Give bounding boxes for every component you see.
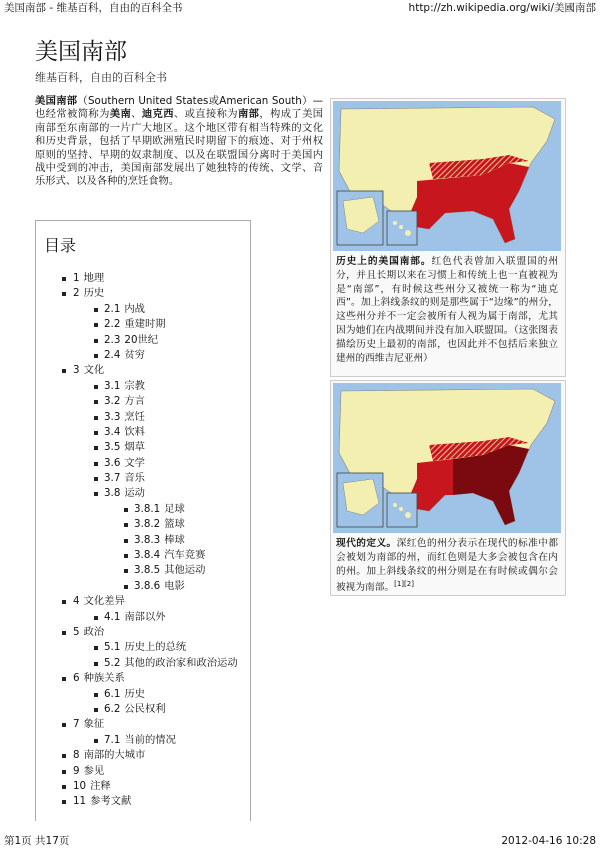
toc-number: 3.3 [104, 410, 121, 423]
toc-item[interactable] [36, 363, 250, 378]
intro-bold-term: 美南 [109, 108, 132, 121]
print-footer [4, 834, 596, 848]
toc-number: 3.8.6 [134, 579, 161, 592]
toc-bullet-icon [94, 739, 98, 743]
toc-title: 目录 [44, 236, 77, 255]
toc-bullet-icon [62, 800, 66, 804]
toc-bullet-icon [62, 631, 66, 635]
toc-link[interactable] [104, 317, 166, 332]
toc-number: 10 [73, 779, 87, 792]
toc-item[interactable] [36, 456, 250, 471]
toc-bullet-icon [94, 354, 98, 358]
toc-link[interactable] [104, 640, 186, 655]
intro-text: 、 [131, 108, 142, 121]
intro-paragraph [35, 95, 323, 189]
toc-link[interactable] [73, 794, 131, 809]
toc-bullet-icon [124, 585, 128, 589]
toc-label: 电影 [164, 579, 185, 592]
map-modern-south[interactable] [333, 383, 561, 533]
toc-item[interactable] [36, 717, 250, 732]
toc-number: 3 [73, 364, 80, 377]
toc-link[interactable] [134, 517, 185, 532]
toc-link[interactable] [104, 471, 145, 486]
toc-bullet-icon [94, 339, 98, 343]
toc-number: 4.1 [104, 610, 121, 623]
figure1-caption [336, 255, 558, 365]
intro-bold-term: 美国南部 [35, 95, 78, 107]
toc-label: 20世纪 [124, 333, 159, 346]
toc-number: 2 [73, 287, 80, 300]
toc-number: 3.8.4 [134, 549, 161, 562]
toc-item[interactable] [36, 610, 250, 625]
toc-label: 棒球 [164, 533, 185, 546]
toc-bullet-icon [62, 754, 66, 758]
toc-number: 5 [73, 625, 80, 638]
toc-number: 3.4 [104, 425, 121, 438]
toc-link[interactable] [104, 394, 145, 409]
toc-label: 音乐 [124, 472, 145, 485]
toc-label: 篮球 [164, 518, 185, 531]
toc-link[interactable] [104, 410, 145, 425]
toc-bullet-icon [94, 400, 98, 404]
toc-number: 7.1 [104, 733, 121, 746]
print-header [4, 1, 596, 15]
toc-bullet-icon [94, 416, 98, 420]
toc-label: 文化 [83, 364, 105, 377]
page-subtitle: 维基百科，自由的百科全书 [35, 71, 167, 84]
toc-number: 11 [73, 795, 87, 808]
toc-link[interactable] [104, 302, 145, 317]
toc-label: 当前的情况 [124, 733, 176, 746]
toc-link[interactable] [73, 271, 104, 286]
toc-link[interactable] [104, 702, 166, 717]
toc-item[interactable] [36, 625, 250, 640]
toc-link[interactable] [73, 363, 104, 378]
toc-link[interactable] [104, 610, 166, 625]
toc-label: 种族关系 [83, 672, 125, 685]
toc-item[interactable] [36, 640, 250, 655]
toc-item[interactable] [36, 317, 250, 332]
figure-modern-south [330, 380, 566, 596]
toc-link[interactable] [104, 333, 158, 348]
toc-bullet-icon [62, 677, 66, 681]
toc-bullet-icon [94, 446, 98, 450]
toc-item[interactable] [36, 563, 250, 578]
toc-bullet-icon [62, 770, 66, 774]
toc-link[interactable] [134, 533, 185, 548]
toc-number: 3.2 [104, 395, 121, 408]
toc-label: 饮料 [124, 425, 145, 438]
toc-link[interactable] [104, 687, 145, 702]
toc-number: 2.2 [104, 318, 121, 331]
figure2-caption-bold: 现代的定义。 [336, 538, 397, 549]
toc-label: 其他的政治家和政治运动 [124, 656, 238, 669]
toc-link[interactable] [104, 440, 145, 455]
toc-number: 9 [73, 764, 80, 777]
toc-label: 参考文献 [90, 795, 132, 808]
toc-number: 2.3 [104, 333, 121, 346]
toc-number: 3.7 [104, 472, 121, 485]
toc-item[interactable] [36, 656, 250, 671]
toc-item[interactable] [36, 440, 250, 455]
toc-label: 历史上的总统 [124, 641, 187, 654]
toc-link[interactable] [104, 379, 145, 394]
toc-label: 足球 [164, 502, 185, 515]
toc-number: 2.1 [104, 302, 121, 315]
toc-item[interactable] [36, 394, 250, 409]
figure1-caption-text: 红色代表曾加入联盟国的州分，并且长期以来在习惯上和传统上也一直被视为是“南部”，有时候这些州分又被统一称为“迪克西”。加上斜线条纹的则是那些属于“边缘”的州分，这些州分并不一定会被所有人视为属于南部，尤其因为她们在内战期间并没有加入联盟国。（这张图表描绘历史上最初的南部，也因此并不包括后来独立建州的西维吉尼亚州） [336, 256, 559, 364]
toc-link[interactable] [134, 548, 205, 563]
toc-number: 6.2 [104, 702, 121, 715]
toc-label: 烟草 [124, 441, 145, 454]
header-page-title: 美国南部 - 维基百科，自由的百科全书 [4, 2, 183, 14]
toc-link[interactable] [104, 656, 238, 671]
toc-link[interactable] [104, 456, 145, 471]
intro-text: 、或直接称为 [173, 108, 238, 121]
toc-link[interactable] [104, 486, 145, 501]
toc-item[interactable] [36, 548, 250, 563]
toc-label: 历史 [124, 687, 145, 700]
toc-link[interactable] [73, 764, 104, 779]
toc-bullet-icon [62, 277, 66, 281]
toc-bullet-icon [124, 523, 128, 527]
toc-item[interactable] [36, 764, 250, 779]
toc-number: 2.4 [104, 348, 121, 361]
toc-bullet-icon [124, 554, 128, 558]
toc-number: 3.8.5 [134, 564, 161, 577]
toc-link[interactable] [73, 779, 111, 794]
toc-bullet-icon [94, 492, 98, 496]
toc-link[interactable] [104, 425, 145, 440]
toc-link[interactable] [73, 594, 125, 609]
toc-label: 方言 [124, 395, 145, 408]
toc-label: 参见 [83, 764, 105, 777]
toc-link[interactable] [73, 717, 104, 732]
map-historical-south[interactable] [333, 101, 561, 251]
toc-item[interactable] [36, 533, 250, 548]
toc-bullet-icon [94, 616, 98, 620]
figure1-caption-bold: 历史上的美国南部。 [336, 256, 432, 267]
toc-item[interactable] [36, 333, 250, 348]
toc-link[interactable] [73, 625, 104, 640]
toc-number: 3.1 [104, 379, 121, 392]
toc-link[interactable] [134, 563, 205, 578]
toc-number: 1 [73, 272, 80, 284]
toc-item[interactable] [36, 286, 250, 301]
toc-item[interactable] [36, 671, 250, 686]
header-url[interactable]: http://zh.wikipedia.org/wiki/美國南部 [408, 2, 596, 14]
toc-bullet-icon [62, 292, 66, 296]
toc-item[interactable] [36, 502, 250, 517]
toc-label: 地理 [83, 272, 105, 284]
figure-historical-south [330, 98, 566, 377]
toc-link[interactable] [73, 286, 104, 301]
toc-label: 注释 [90, 779, 111, 792]
toc-item[interactable] [36, 579, 250, 594]
toc-bullet-icon [94, 431, 98, 435]
toc-item[interactable] [36, 486, 250, 501]
toc-bullet-icon [94, 385, 98, 389]
toc-item[interactable] [36, 594, 250, 609]
toc-number: 3.5 [104, 441, 121, 454]
toc-number: 5.1 [104, 641, 121, 654]
toc-label: 历史 [83, 287, 105, 300]
toc-label: 运动 [124, 487, 145, 500]
toc-bullet-icon [94, 708, 98, 712]
toc-item[interactable] [36, 425, 250, 440]
toc-label: 其他运动 [164, 564, 206, 577]
intro-text: ，构成了美国南部至东南部的一片广大地区。这个地区带有相当特殊的文化和历史背景，包括了早期欧洲殖民时期留下的痕迹、对于州权原则的坚持、早期的奴隶制度、以及在联盟国分离时于美国内战中受到的冲击，美国南部发展出了她独特的传统、文学、音乐形式、以及各种的烹饪食物。 [35, 108, 324, 188]
toc-item[interactable] [36, 302, 250, 317]
toc-link[interactable] [134, 579, 185, 594]
toc-item[interactable] [36, 271, 250, 286]
toc-link[interactable] [104, 733, 176, 748]
toc-item[interactable] [36, 779, 250, 794]
toc-item[interactable] [36, 348, 250, 363]
toc-label: 公民权利 [124, 702, 166, 715]
toc-label: 内战 [124, 302, 145, 315]
toc-bullet-icon [94, 323, 98, 327]
toc-number: 3.8.2 [134, 518, 161, 531]
toc-label: 贫穷 [124, 348, 145, 361]
toc-label: 汽车竞赛 [164, 549, 206, 562]
toc-bullet-icon [62, 723, 66, 727]
toc-bullet-icon [94, 646, 98, 650]
toc-item[interactable] [36, 687, 250, 702]
toc-item[interactable] [36, 748, 250, 763]
toc-bullet-icon [124, 508, 128, 512]
toc-link[interactable] [73, 748, 145, 763]
toc-bullet-icon [62, 600, 66, 604]
toc-label: 文学 [124, 456, 145, 469]
toc-number: 6.1 [104, 687, 121, 700]
toc-number: 3.8.1 [134, 502, 161, 515]
toc-item[interactable] [36, 702, 250, 717]
toc-bullet-icon [94, 308, 98, 312]
toc-number: 7 [73, 718, 80, 731]
intro-text: （Southern United States或American South）—也经常被简称为 [35, 95, 323, 121]
toc-number: 6 [73, 672, 80, 685]
toc-label: 文化差异 [83, 595, 125, 608]
toc-label: 象征 [83, 718, 105, 731]
toc-bullet-icon [124, 539, 128, 543]
toc-label: 政治 [83, 625, 105, 638]
toc-link[interactable] [73, 671, 125, 686]
toc-number: 5.2 [104, 656, 121, 669]
toc-link[interactable] [104, 348, 145, 363]
toc-label: 重建时期 [124, 318, 166, 331]
page-title: 美国南部 [35, 39, 127, 65]
toc-item[interactable] [36, 471, 250, 486]
footer-timestamp: 2012-04-16 10:28 [501, 835, 596, 847]
toc-label: 烹饪 [124, 410, 145, 423]
toc-bullet-icon [94, 477, 98, 481]
toc-number: 3.6 [104, 456, 121, 469]
toc-number: 4 [73, 595, 80, 608]
intro-bold-term: 迪克西 [141, 108, 174, 121]
toc-bullet-icon [124, 569, 128, 573]
toc-number: 3.8.3 [134, 533, 161, 546]
footer-page-count: 第1页 共17页 [4, 835, 70, 847]
figure2-caption-text: 深红色的州分表示在现代的标准中都会被划为南部的州，而红色则是大多会被包含在内的州。加上斜线条纹的州分则是在有时候或偶尔会被视为南部。 [336, 538, 559, 594]
toc-item[interactable] [36, 517, 250, 532]
figure2-caption [336, 537, 558, 595]
toc-link[interactable] [134, 502, 185, 517]
toc-bullet-icon [62, 369, 66, 373]
toc-bullet-icon [62, 785, 66, 789]
toc-item[interactable] [36, 733, 250, 748]
toc-item[interactable] [36, 379, 250, 394]
toc-label: 南部以外 [124, 610, 166, 623]
toc-bullet-icon [94, 693, 98, 697]
figure2-refs[interactable]: [1][2] [394, 580, 414, 589]
toc-number: 8 [73, 749, 80, 762]
intro-bold-term: 南部 [237, 108, 260, 121]
toc-bullet-icon [94, 462, 98, 466]
toc-label: 南部的大城市 [83, 749, 146, 762]
table-of-contents [35, 220, 251, 821]
toc-list [36, 271, 250, 810]
toc-bullet-icon [94, 662, 98, 666]
toc-label: 宗教 [124, 379, 145, 392]
toc-item[interactable] [36, 410, 250, 425]
toc-item[interactable] [36, 794, 250, 809]
toc-number: 3.8 [104, 487, 121, 500]
